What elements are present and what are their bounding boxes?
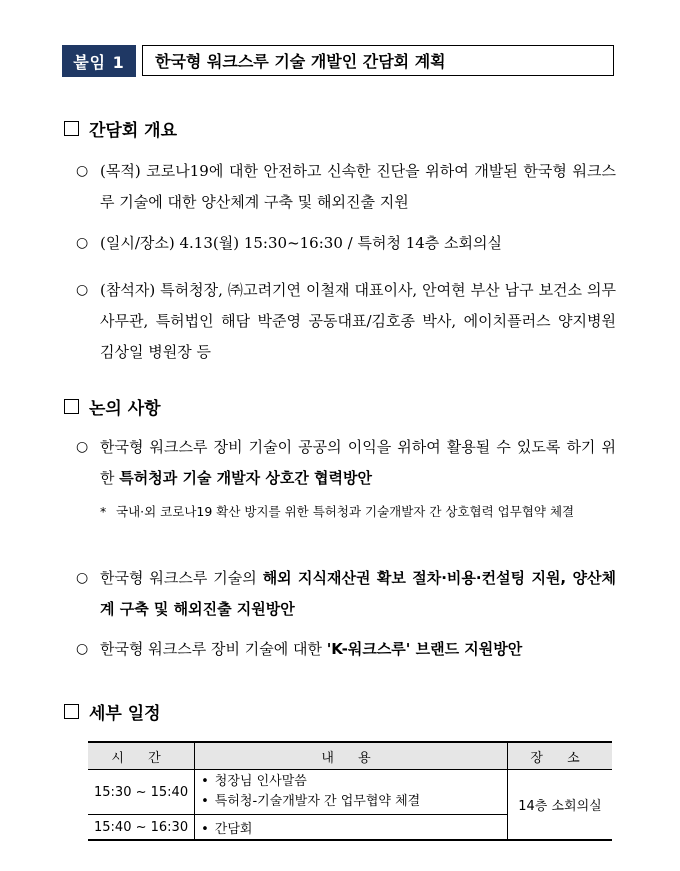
discussion-item-3 <box>76 634 616 665</box>
section-schedule <box>64 699 161 724</box>
square-bullet-icon <box>64 399 79 414</box>
overview-text: (일시/장소) 4.13(월) 15:30~16:30 / 특허청 14층 소회의실 <box>100 234 503 252</box>
overview-text: (목적) 코로나19에 대한 안전하고 신속한 진단을 위하여 개발된 한국형 워크스루 기술에 대한 양산체계 구축 및 해외진출 지원 <box>100 162 616 211</box>
section-title: 논의 사항 <box>89 399 161 419</box>
schedule-table <box>88 741 612 841</box>
item-text: 한국형 워크스루 장비 기술에 대한 <box>100 640 327 658</box>
discussion-item-2 <box>76 563 616 625</box>
circle-bullet-icon: ○ <box>76 235 89 251</box>
table-row <box>88 770 612 815</box>
page-title: 한국형 워크스루 기술 개발인 간담회 계획 <box>142 45 614 76</box>
section-discussion <box>64 394 161 419</box>
square-bullet-icon <box>64 704 79 719</box>
item-emphasis: 'K-워크스루' 브랜드 지원방안 <box>326 640 523 658</box>
item-text: 한국형 워크스루 기술의 <box>100 569 263 587</box>
list-item: • 간담회 <box>201 821 253 837</box>
overview-attendees <box>76 275 616 368</box>
list-item: • 특허청-기술개발자 간 업무협약 체결 <box>201 794 421 809</box>
bullet-dot-icon: • <box>201 774 209 789</box>
item-emphasis: 특허청과 기술 개발자 상호간 협력방안 <box>119 469 372 487</box>
overview-datetime <box>76 228 616 259</box>
row-place: 14층 소회의실 <box>508 770 613 841</box>
circle-bullet-icon: ○ <box>76 282 89 298</box>
bullet-dot-icon: • <box>201 794 209 809</box>
bullet-dot-icon: • <box>201 821 209 837</box>
circle-bullet-icon: ○ <box>76 163 89 179</box>
attachment-title <box>62 45 614 77</box>
row-time: 15:40 ~ 16:30 <box>88 815 195 841</box>
header-content: 내 용 <box>195 742 508 770</box>
overview-text: (참석자) 특허청장, ㈜고려기연 이철재 대표이사, 안여현 부산 남구 보건소 의무사무관, 특허법인 해담 박준영 공동대표/김호종 박사, 에이치플러스 양지병원 김상일 병원장 등 <box>100 281 616 361</box>
row-time: 15:30 ~ 15:40 <box>88 770 195 815</box>
discussion-item-1 <box>76 432 616 494</box>
item-emphasis: 해외 지식재산권 확보 절차·비용·컨설팅 지원, 양산체계 구축 및 해외진출 지원방안 <box>100 569 616 618</box>
asterisk-icon: * <box>100 504 107 519</box>
attachment-tag: 붙임 1 <box>62 45 136 77</box>
overview-purpose <box>76 156 616 218</box>
circle-bullet-icon: ○ <box>76 641 89 657</box>
header-place: 장 소 <box>508 742 613 770</box>
circle-bullet-icon: ○ <box>76 570 89 586</box>
section-overview <box>64 116 177 141</box>
list-item: • 청장님 인사말씀 <box>201 774 307 789</box>
table-header-row <box>88 742 612 770</box>
row-content <box>195 815 508 841</box>
circle-bullet-icon: ○ <box>76 439 89 455</box>
section-title: 세부 일정 <box>89 704 161 724</box>
row-content <box>195 770 508 815</box>
header-time: 시 간 <box>88 742 195 770</box>
discussion-note <box>100 500 616 524</box>
square-bullet-icon <box>64 121 79 136</box>
section-title: 간담회 개요 <box>89 121 178 141</box>
note-text: 국내·외 코로나19 확산 방지를 위한 특허청과 기술개발자 간 상호협력 업무협약 체결 <box>116 504 575 519</box>
item-text: 한국형 워크스루 장비 기술이 공공의 이익을 위하여 활용될 수 있도록 하기 위한 <box>100 438 616 487</box>
